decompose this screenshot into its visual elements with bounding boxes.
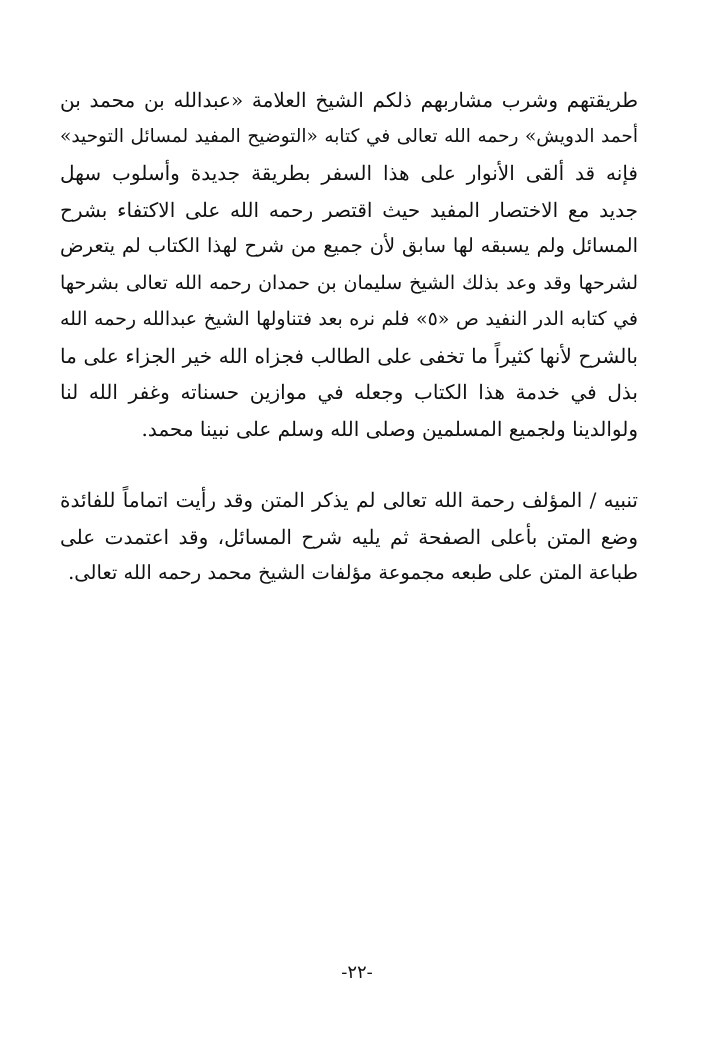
text-line: ولوالدينا ولجميع المسلمين وصلى الله وسلم على نبينا محمد. bbox=[141, 416, 638, 441]
paragraph-2-note bbox=[60, 482, 638, 592]
page-number: -٢٢- bbox=[341, 962, 373, 983]
text-line: وضع المتن بأعلى الصفحة ثم يليه شرح المسائل، وقد اعتمدت على bbox=[60, 524, 638, 549]
text-line: جديد مع الاختصار المفيد حيث اقتصر رحمه الله على الاكتفاء بشرح bbox=[60, 197, 638, 222]
text-line: فإنه قد ألقى الأنوار على هذا السفر بطريقة جديدة وأسلوب سهل bbox=[60, 161, 638, 185]
text-line: تنبيه / المؤلف رحمة الله تعالى لم يذكر المتن وقد رأيت اتماماً للفائدة bbox=[60, 488, 638, 512]
text-line: بذل في خدمة هذا الكتاب وجعله في موازين حسناته وغفر الله لنا bbox=[60, 380, 638, 404]
text-line: طريقتهم وشرب مشاربهم ذلكم الشيخ العلامة «عبدالله بن محمد بن bbox=[60, 88, 638, 112]
text-line: في كتابه الدر النفيد ص «٥» فلم نره بعد فتناولها الشيخ عبدالله رحمه الله bbox=[60, 308, 638, 330]
text-line: المسائل ولم يسبقه لها سابق لأن جميع من شرح لهذا الكتاب لم يتعرض bbox=[60, 234, 638, 257]
text-line: بالشرح لأنها كثيراً ما تخفى على الطالب فجزاه الله خير الجزاء على ما bbox=[60, 343, 638, 368]
text-line: لشرحها وقد وعد بذلك الشيخ سليمان بن حمدان رحمه الله تعالى بشرحها bbox=[60, 271, 638, 294]
text-line: طباعة المتن على طبعه مجموعة مؤلفات الشيخ محمد رحمه الله تعالى. bbox=[68, 561, 638, 584]
text-line: أحمد الدويش» رحمه الله تعالى في كتابه «التوضيح المفيد لمسائل التوحيد» bbox=[60, 125, 638, 147]
paragraph-1 bbox=[60, 82, 638, 447]
